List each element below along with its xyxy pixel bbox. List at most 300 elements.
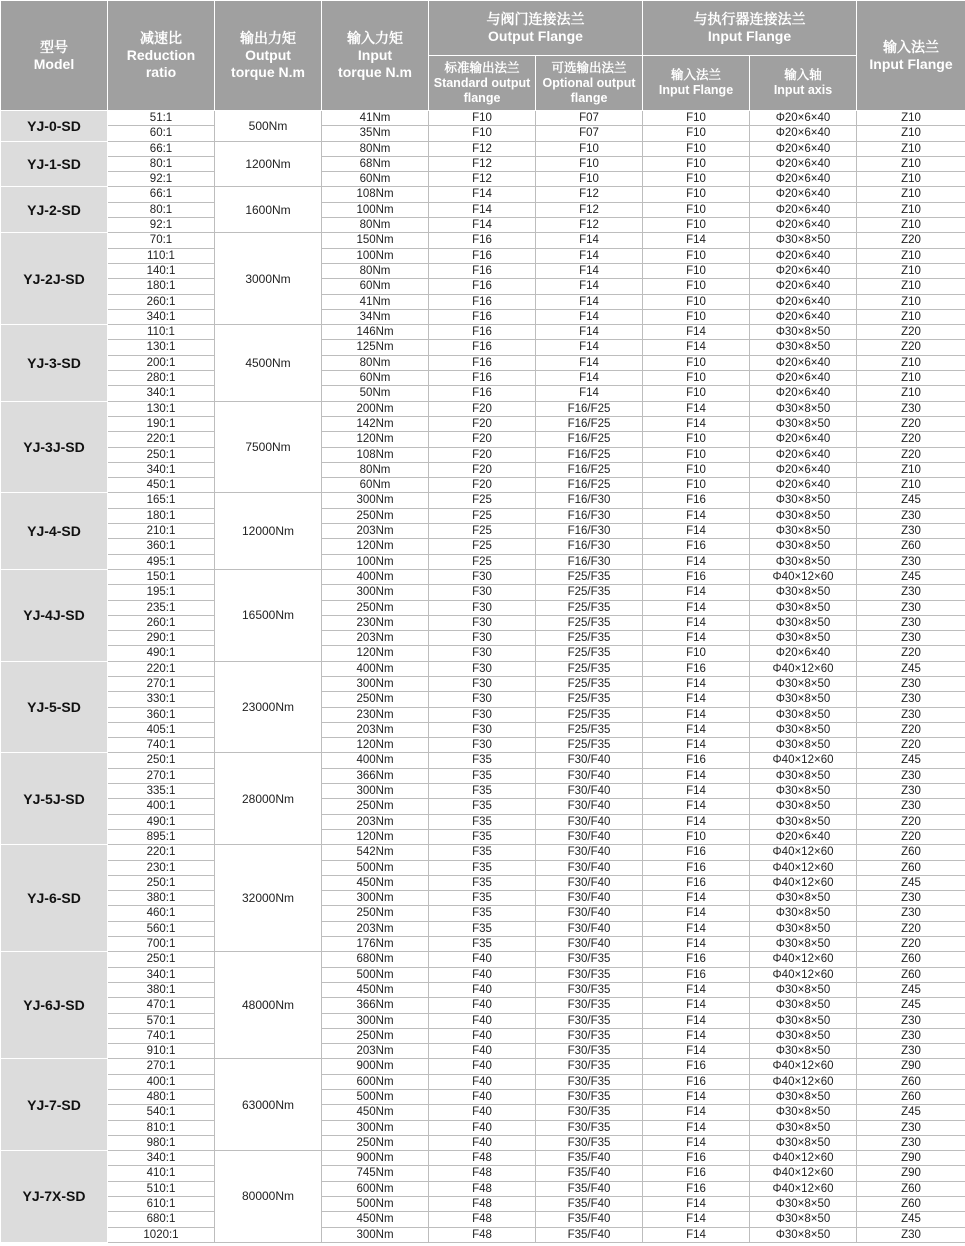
ratio-cell: 250:1 — [108, 952, 215, 967]
input-flange-code-cell: Z30 — [857, 524, 965, 539]
input-flange-cell: F14 — [643, 1120, 750, 1135]
input-flange-code-cell: Z60 — [857, 1181, 965, 1196]
input-flange-cell: F16 — [643, 952, 750, 967]
table-row — [1, 1212, 965, 1227]
optional-output-flange-cell: F16/F25 — [536, 462, 643, 477]
table-row — [1, 891, 965, 906]
output-torque-cell: 3000Nm — [215, 233, 322, 325]
ratio-cell: 340:1 — [108, 1151, 215, 1166]
optional-output-flange-cell: F14 — [536, 355, 643, 370]
model-cell: YJ-4J-SD — [1, 569, 108, 661]
input-flange-code-cell: Z60 — [857, 1074, 965, 1089]
standard-output-flange-cell: F30 — [429, 569, 536, 584]
output-torque-cell: 63000Nm — [215, 1059, 322, 1151]
input-torque-cell: 142Nm — [322, 416, 429, 431]
input-flange-code-cell: Z30 — [857, 676, 965, 691]
input-torque-cell: 203Nm — [322, 524, 429, 539]
input-torque-cell: 250Nm — [322, 692, 429, 707]
input-torque-cell: 80Nm — [322, 218, 429, 233]
input-flange-code-cell: Z20 — [857, 921, 965, 936]
input-flange-cell: F14 — [643, 233, 750, 248]
output-torque-cell: 12000Nm — [215, 493, 322, 569]
optional-output-flange-cell: F30/F35 — [536, 1059, 643, 1074]
optional-output-flange-cell: F30/F40 — [536, 860, 643, 875]
optional-output-flange-cell: F30/F40 — [536, 753, 643, 768]
ratio-cell: 540:1 — [108, 1105, 215, 1120]
input-flange-cell: F14 — [643, 416, 750, 431]
input-flange-cell: F10 — [643, 279, 750, 294]
input-flange-code-cell: Z30 — [857, 768, 965, 783]
input-axis-cell: Φ30×8×50 — [750, 891, 857, 906]
table-row — [1, 982, 965, 997]
input-flange-code-cell: Z30 — [857, 631, 965, 646]
standard-output-flange-cell: F25 — [429, 508, 536, 523]
optional-output-flange-cell: F30/F40 — [536, 799, 643, 814]
table-row — [1, 478, 965, 493]
optional-output-flange-cell: F16/F25 — [536, 478, 643, 493]
ratio-cell: 495:1 — [108, 554, 215, 569]
input-flange-code-cell: Z30 — [857, 891, 965, 906]
input-torque-cell: 120Nm — [322, 539, 429, 554]
optional-output-flange-cell: F14 — [536, 340, 643, 355]
standard-output-flange-cell: F20 — [429, 432, 536, 447]
input-torque-cell: 300Nm — [322, 676, 429, 691]
input-axis-cell: Φ20×6×40 — [750, 294, 857, 309]
optional-output-flange-cell: F25/F35 — [536, 600, 643, 615]
ratio-cell: 510:1 — [108, 1181, 215, 1196]
input-torque-cell: 230Nm — [322, 615, 429, 630]
ratio-cell: 220:1 — [108, 432, 215, 447]
input-flange-cell: F16 — [643, 753, 750, 768]
ratio-cell: 220:1 — [108, 845, 215, 860]
input-flange-code-cell: Z30 — [857, 1227, 965, 1242]
table-row — [1, 631, 965, 646]
input-torque-cell: 400Nm — [322, 753, 429, 768]
ratio-cell: 200:1 — [108, 355, 215, 370]
input-flange-code-cell: Z30 — [857, 692, 965, 707]
optional-output-flange-cell: F30/F40 — [536, 845, 643, 860]
ratio-cell: 260:1 — [108, 294, 215, 309]
input-flange-code-cell: Z10 — [857, 462, 965, 477]
input-flange-cell: F10 — [643, 172, 750, 187]
input-torque-cell: 108Nm — [322, 187, 429, 202]
optional-output-flange-cell: F30/F35 — [536, 1120, 643, 1135]
table-row — [1, 1074, 965, 1089]
input-flange-cell: F10 — [643, 187, 750, 202]
input-torque-cell: 41Nm — [322, 111, 429, 126]
optional-output-flange-cell: F14 — [536, 248, 643, 263]
input-flange-code-cell: Z45 — [857, 1212, 965, 1227]
table-row — [1, 1227, 965, 1242]
input-flange-code-cell: Z30 — [857, 1120, 965, 1135]
input-flange-cell: F14 — [643, 1028, 750, 1043]
input-torque-cell: 900Nm — [322, 1151, 429, 1166]
standard-output-flange-cell: F48 — [429, 1151, 536, 1166]
input-axis-cell: Φ20×6×40 — [750, 248, 857, 263]
model-cell: YJ-0-SD — [1, 111, 108, 142]
input-torque-cell: 366Nm — [322, 768, 429, 783]
table-row — [1, 355, 965, 370]
input-torque-cell: 100Nm — [322, 248, 429, 263]
ratio-cell: 340:1 — [108, 309, 215, 324]
table-row — [1, 554, 965, 569]
input-flange-code-cell: Z10 — [857, 172, 965, 187]
table-row — [1, 172, 965, 187]
input-axis-cell: Φ20×6×40 — [750, 126, 857, 141]
input-axis-cell: Φ30×8×50 — [750, 768, 857, 783]
optional-output-flange-cell: F16/F30 — [536, 539, 643, 554]
standard-output-flange-cell: F35 — [429, 906, 536, 921]
input-torque-cell: 203Nm — [322, 631, 429, 646]
input-axis-cell: Φ30×8×50 — [750, 615, 857, 630]
input-torque-cell: 250Nm — [322, 906, 429, 921]
ratio-cell: 450:1 — [108, 478, 215, 493]
input-flange-code-cell: Z10 — [857, 309, 965, 324]
table-row — [1, 279, 965, 294]
table-row — [1, 309, 965, 324]
input-flange-cell: F10 — [643, 218, 750, 233]
input-flange-code-cell: Z30 — [857, 906, 965, 921]
optional-output-flange-cell: F16/F25 — [536, 416, 643, 431]
standard-output-flange-cell: F30 — [429, 738, 536, 753]
ratio-cell: 51:1 — [108, 111, 215, 126]
output-torque-cell: 48000Nm — [215, 952, 322, 1059]
standard-output-flange-cell: F40 — [429, 1059, 536, 1074]
standard-output-flange-cell: F48 — [429, 1212, 536, 1227]
standard-output-flange-cell: F10 — [429, 126, 536, 141]
standard-output-flange-cell: F35 — [429, 891, 536, 906]
input-flange-cell: F14 — [643, 585, 750, 600]
input-axis-cell: Φ30×8×50 — [750, 340, 857, 355]
input-torque-cell: 300Nm — [322, 784, 429, 799]
input-flange-code-cell: Z30 — [857, 707, 965, 722]
standard-output-flange-cell: F40 — [429, 1105, 536, 1120]
input-flange-cell: F14 — [643, 401, 750, 416]
input-axis-cell: Φ30×8×50 — [750, 738, 857, 753]
ratio-cell: 150:1 — [108, 569, 215, 584]
input-torque-cell: 300Nm — [322, 585, 429, 600]
input-torque-cell: 125Nm — [322, 340, 429, 355]
model-cell: YJ-2-SD — [1, 187, 108, 233]
ratio-cell: 740:1 — [108, 738, 215, 753]
standard-output-flange-cell: F35 — [429, 799, 536, 814]
table-row — [1, 753, 965, 768]
input-flange-code-cell: Z30 — [857, 799, 965, 814]
ratio-cell: 490:1 — [108, 814, 215, 829]
input-flange-cell: F16 — [643, 569, 750, 584]
table-row — [1, 432, 965, 447]
input-flange-cell: F16 — [643, 860, 750, 875]
model-cell: YJ-6J-SD — [1, 952, 108, 1059]
table-row — [1, 829, 965, 844]
input-flange-cell: F14 — [643, 1044, 750, 1059]
ratio-cell: 180:1 — [108, 279, 215, 294]
input-flange-cell: F16 — [643, 493, 750, 508]
optional-output-flange-cell: F14 — [536, 309, 643, 324]
input-axis-cell: Φ40×12×60 — [750, 1181, 857, 1196]
input-torque-cell: 250Nm — [322, 799, 429, 814]
input-axis-cell: Φ40×12×60 — [750, 1059, 857, 1074]
table-row — [1, 784, 965, 799]
input-axis-cell: Φ20×6×40 — [750, 646, 857, 661]
input-torque-cell: 100Nm — [322, 554, 429, 569]
standard-output-flange-cell: F40 — [429, 1120, 536, 1135]
standard-output-flange-cell: F16 — [429, 279, 536, 294]
input-flange-code-cell: Z10 — [857, 371, 965, 386]
input-torque-cell: 250Nm — [322, 1028, 429, 1043]
table-row — [1, 493, 965, 508]
table-body — [1, 111, 965, 1243]
table-row — [1, 676, 965, 691]
input-axis-cell: Φ30×8×50 — [750, 1120, 857, 1135]
ratio-cell: 66:1 — [108, 187, 215, 202]
input-flange-code-cell: Z45 — [857, 493, 965, 508]
input-torque-cell: 200Nm — [322, 401, 429, 416]
input-flange-cell: F14 — [643, 676, 750, 691]
table-row — [1, 371, 965, 386]
input-flange-code-cell: Z30 — [857, 615, 965, 630]
table-row — [1, 524, 965, 539]
table-row — [1, 768, 965, 783]
standard-output-flange-cell: F40 — [429, 982, 536, 997]
input-torque-cell: 400Nm — [322, 569, 429, 584]
optional-output-flange-cell: F16/F25 — [536, 447, 643, 462]
input-flange-code-cell: Z60 — [857, 1090, 965, 1105]
ratio-cell: 250:1 — [108, 753, 215, 768]
table-row — [1, 906, 965, 921]
input-flange-code-cell: Z10 — [857, 386, 965, 401]
standard-output-flange-cell: F35 — [429, 829, 536, 844]
standard-output-flange-cell: F30 — [429, 631, 536, 646]
standard-output-flange-cell: F16 — [429, 248, 536, 263]
input-torque-cell: 80Nm — [322, 141, 429, 156]
standard-output-flange-cell: F20 — [429, 478, 536, 493]
table-row — [1, 615, 965, 630]
table-row — [1, 722, 965, 737]
table-row — [1, 661, 965, 676]
input-torque-cell: 300Nm — [322, 1120, 429, 1135]
standard-output-flange-cell: F16 — [429, 233, 536, 248]
input-axis-cell: Φ30×8×50 — [750, 401, 857, 416]
optional-output-flange-cell: F10 — [536, 172, 643, 187]
input-flange-code-cell: Z90 — [857, 1166, 965, 1181]
optional-output-flange-cell: F30/F35 — [536, 967, 643, 982]
ratio-cell: 405:1 — [108, 722, 215, 737]
input-flange-cell: F14 — [643, 1105, 750, 1120]
input-flange-cell: F14 — [643, 982, 750, 997]
table-row — [1, 1120, 965, 1135]
input-axis-cell: Φ20×6×40 — [750, 187, 857, 202]
standard-output-flange-cell: F20 — [429, 462, 536, 477]
ratio-cell: 380:1 — [108, 982, 215, 997]
input-torque-cell: 745Nm — [322, 1166, 429, 1181]
input-axis-cell: Φ30×8×50 — [750, 1013, 857, 1028]
optional-output-flange-cell: F25/F35 — [536, 615, 643, 630]
ratio-cell: 235:1 — [108, 600, 215, 615]
table-row — [1, 692, 965, 707]
standard-output-flange-cell: F40 — [429, 952, 536, 967]
table-row — [1, 600, 965, 615]
input-axis-cell: Φ40×12×60 — [750, 1074, 857, 1089]
input-torque-cell: 250Nm — [322, 508, 429, 523]
ratio-cell: 400:1 — [108, 1074, 215, 1089]
optional-output-flange-cell: F12 — [536, 187, 643, 202]
input-flange-cell: F10 — [643, 294, 750, 309]
input-flange-cell: F14 — [643, 707, 750, 722]
table-row — [1, 447, 965, 462]
input-flange-cell: F14 — [643, 998, 750, 1013]
header-standard-output-flange: 标准输出法兰 Standard output flange — [429, 56, 536, 111]
optional-output-flange-cell: F30/F35 — [536, 952, 643, 967]
optional-output-flange-cell: F35/F40 — [536, 1151, 643, 1166]
input-torque-cell: 203Nm — [322, 921, 429, 936]
input-flange-code-cell: Z20 — [857, 340, 965, 355]
ratio-cell: 140:1 — [108, 263, 215, 278]
standard-output-flange-cell: F48 — [429, 1197, 536, 1212]
ratio-cell: 66:1 — [108, 141, 215, 156]
input-flange-code-cell: Z60 — [857, 1197, 965, 1212]
input-axis-cell: Φ20×6×40 — [750, 447, 857, 462]
optional-output-flange-cell: F30/F35 — [536, 1028, 643, 1043]
standard-output-flange-cell: F20 — [429, 416, 536, 431]
output-torque-cell: 1200Nm — [215, 141, 322, 187]
optional-output-flange-cell: F30/F35 — [536, 998, 643, 1013]
input-flange-cell: F10 — [643, 248, 750, 263]
input-torque-cell: 80Nm — [322, 462, 429, 477]
output-torque-cell: 16500Nm — [215, 569, 322, 661]
input-torque-cell: 50Nm — [322, 386, 429, 401]
standard-output-flange-cell: F40 — [429, 1135, 536, 1150]
output-torque-cell: 4500Nm — [215, 325, 322, 401]
input-torque-cell: 250Nm — [322, 600, 429, 615]
standard-output-flange-cell: F16 — [429, 325, 536, 340]
standard-output-flange-cell: F16 — [429, 386, 536, 401]
ratio-cell: 490:1 — [108, 646, 215, 661]
input-flange-code-cell: Z45 — [857, 661, 965, 676]
optional-output-flange-cell: F14 — [536, 263, 643, 278]
input-flange-code-cell: Z20 — [857, 325, 965, 340]
ratio-cell: 610:1 — [108, 1197, 215, 1212]
optional-output-flange-cell: F14 — [536, 233, 643, 248]
input-flange-cell: F14 — [643, 340, 750, 355]
table-row — [1, 952, 965, 967]
input-axis-cell: Φ20×6×40 — [750, 462, 857, 477]
input-torque-cell: 80Nm — [322, 263, 429, 278]
input-axis-cell: Φ20×6×40 — [750, 829, 857, 844]
input-flange-cell: F14 — [643, 768, 750, 783]
input-flange-cell: F16 — [643, 661, 750, 676]
table-row — [1, 875, 965, 890]
ratio-cell: 360:1 — [108, 707, 215, 722]
ratio-cell: 70:1 — [108, 233, 215, 248]
input-flange-code-cell: Z45 — [857, 982, 965, 997]
input-flange-cell: F14 — [643, 891, 750, 906]
input-torque-cell: 60Nm — [322, 172, 429, 187]
standard-output-flange-cell: F35 — [429, 753, 536, 768]
optional-output-flange-cell: F10 — [536, 156, 643, 171]
input-axis-cell: Φ20×6×40 — [750, 386, 857, 401]
input-torque-cell: 120Nm — [322, 738, 429, 753]
input-axis-cell: Φ30×8×50 — [750, 1044, 857, 1059]
table-row — [1, 998, 965, 1013]
input-flange-cell: F14 — [643, 615, 750, 630]
optional-output-flange-cell: F30/F40 — [536, 814, 643, 829]
input-flange-cell: F14 — [643, 600, 750, 615]
ratio-cell: 340:1 — [108, 462, 215, 477]
table-row — [1, 294, 965, 309]
optional-output-flange-cell: F30/F35 — [536, 1090, 643, 1105]
optional-output-flange-cell: F14 — [536, 386, 643, 401]
input-torque-cell: 108Nm — [322, 447, 429, 462]
input-torque-cell: 500Nm — [322, 1090, 429, 1105]
input-axis-cell: Φ20×6×40 — [750, 478, 857, 493]
table-row — [1, 263, 965, 278]
input-axis-cell: Φ20×6×40 — [750, 156, 857, 171]
standard-output-flange-cell: F12 — [429, 141, 536, 156]
input-flange-code-cell: Z20 — [857, 722, 965, 737]
input-torque-cell: 300Nm — [322, 1013, 429, 1028]
input-flange-cell: F10 — [643, 386, 750, 401]
input-axis-cell: Φ20×6×40 — [750, 279, 857, 294]
optional-output-flange-cell: F25/F35 — [536, 707, 643, 722]
table-row — [1, 248, 965, 263]
input-flange-code-cell: Z30 — [857, 585, 965, 600]
ratio-cell: 92:1 — [108, 218, 215, 233]
standard-output-flange-cell: F14 — [429, 187, 536, 202]
optional-output-flange-cell: F25/F35 — [536, 646, 643, 661]
input-flange-cell: F14 — [643, 325, 750, 340]
input-torque-cell: 60Nm — [322, 371, 429, 386]
standard-output-flange-cell: F30 — [429, 661, 536, 676]
input-flange-code-cell: Z60 — [857, 952, 965, 967]
input-flange-cell: F14 — [643, 937, 750, 952]
optional-output-flange-cell: F30/F40 — [536, 875, 643, 890]
input-flange-cell: F14 — [643, 1090, 750, 1105]
input-flange-code-cell: Z60 — [857, 539, 965, 554]
input-flange-code-cell: Z20 — [857, 432, 965, 447]
input-axis-cell: Φ30×8×50 — [750, 600, 857, 615]
table-row — [1, 1090, 965, 1105]
input-axis-cell: Φ30×8×50 — [750, 1105, 857, 1120]
input-flange-code-cell: Z60 — [857, 845, 965, 860]
header-actuator-input-flange: 输入法兰 Input Flange — [643, 56, 750, 111]
ratio-cell: 60:1 — [108, 126, 215, 141]
input-flange-cell: F16 — [643, 1166, 750, 1181]
input-torque-cell: 600Nm — [322, 1074, 429, 1089]
input-flange-code-cell: Z10 — [857, 263, 965, 278]
output-torque-cell: 1600Nm — [215, 187, 322, 233]
optional-output-flange-cell: F12 — [536, 202, 643, 217]
ratio-cell: 360:1 — [108, 539, 215, 554]
input-torque-cell: 60Nm — [322, 478, 429, 493]
input-axis-cell: Φ40×12×60 — [750, 753, 857, 768]
ratio-cell: 460:1 — [108, 906, 215, 921]
input-axis-cell: Φ30×8×50 — [750, 554, 857, 569]
input-torque-cell: 300Nm — [322, 493, 429, 508]
ratio-cell: 110:1 — [108, 325, 215, 340]
ratio-cell: 700:1 — [108, 937, 215, 952]
header-input-torque: 输入力矩 Input torque N.m — [322, 1, 429, 111]
model-cell: YJ-5J-SD — [1, 753, 108, 845]
table-row — [1, 585, 965, 600]
input-flange-cell: F14 — [643, 1227, 750, 1242]
standard-output-flange-cell: F40 — [429, 1074, 536, 1089]
ratio-cell: 470:1 — [108, 998, 215, 1013]
input-flange-code-cell: Z10 — [857, 187, 965, 202]
input-flange-cell: F10 — [643, 202, 750, 217]
standard-output-flange-cell: F30 — [429, 707, 536, 722]
input-torque-cell: 34Nm — [322, 309, 429, 324]
